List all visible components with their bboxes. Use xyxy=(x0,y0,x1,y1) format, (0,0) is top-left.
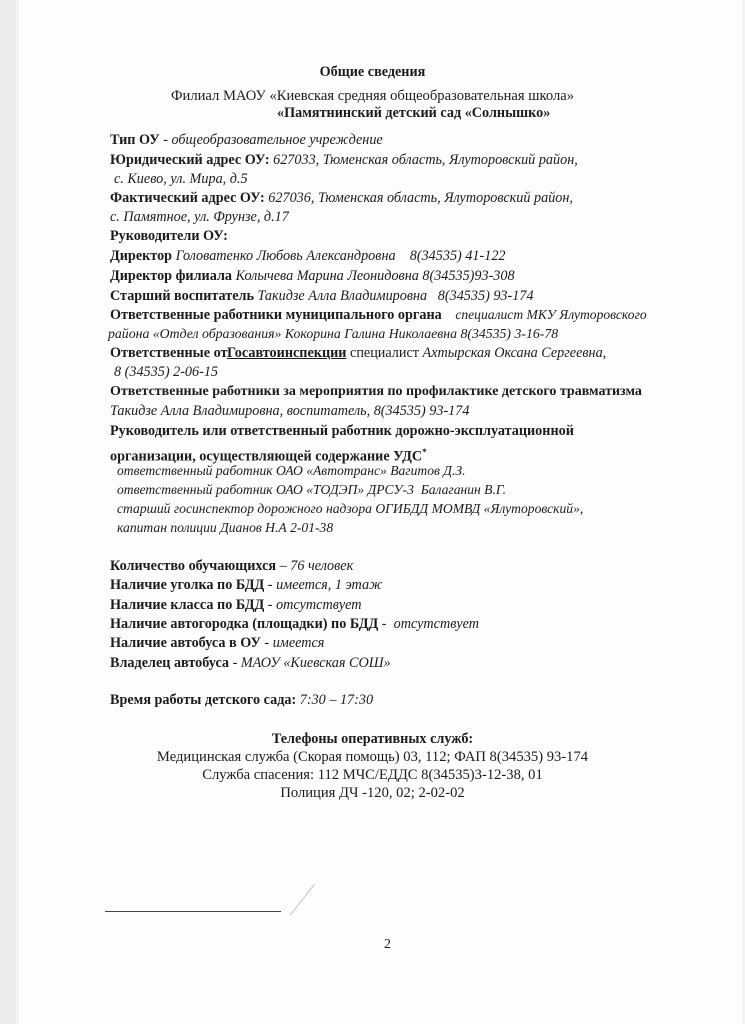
phones-line: Медицинская служба (Скорая помощь) 03, 112; ФАП 8(34535) 93-174 xyxy=(156,749,589,765)
fact-label: Наличие автогородка (площадки) по БДД xyxy=(110,616,379,632)
fact-row xyxy=(110,654,391,672)
senior-educator-value: Такидзе Алла Владимировна 8(34535) 93-174 xyxy=(253,288,534,304)
gai-plain: специалист xyxy=(346,345,423,361)
fact-sep: - xyxy=(264,597,277,613)
municipal-label: Ответственные работники муниципального органа xyxy=(110,307,442,323)
legal-address-row xyxy=(110,151,578,169)
phones-line: Служба спасения: 112 МЧС/ЕДДС 8(34535)3-12-38, 01 xyxy=(202,767,543,783)
gai-value-2: 8 (34535) 2-06-15 xyxy=(114,364,219,380)
pen-mark xyxy=(290,884,315,916)
fact-sep: - xyxy=(264,577,277,593)
hours-value: 7:30 – 17:30 xyxy=(296,692,374,708)
fact-label: Наличие автобуса в ОУ xyxy=(110,635,261,651)
fact-sep: – xyxy=(276,558,291,574)
fact-row xyxy=(110,576,382,594)
type-label: Тип ОУ xyxy=(110,132,160,148)
fact-value: имеется, 1 этаж xyxy=(276,577,383,593)
road-org-item: капитан полиции Дианов Н.А 2-01-38 xyxy=(117,520,334,535)
director-label: Директор xyxy=(110,248,173,264)
fact-value: 76 человек xyxy=(290,558,354,574)
gai-value-1: Ахтырская Оксана Сергеевна, xyxy=(422,345,607,361)
page-title: Общие сведения xyxy=(319,64,426,80)
actual-address-label: Фактический адрес ОУ: xyxy=(110,190,265,206)
phones-line: Полиция ДЧ -120, 02; 2-02-02 xyxy=(280,785,465,801)
road-org-label-1: Руководитель или ответственный работник дорожно-эксплуатационной xyxy=(110,423,574,439)
fact-row xyxy=(110,596,362,614)
actual-address-row xyxy=(110,189,573,207)
footnote-mark: * xyxy=(422,447,427,457)
director-row xyxy=(110,247,506,265)
subtitle-kindergarten: «Памятнинский детский сад «Солнышко» xyxy=(277,105,551,121)
fact-sep: - xyxy=(378,616,394,632)
fact-value: имеется xyxy=(272,635,325,651)
municipal-row xyxy=(110,306,647,324)
fact-row xyxy=(110,615,479,633)
fact-value: отсутствует xyxy=(393,616,480,632)
fact-label: Владелец автобуса xyxy=(110,655,230,671)
gai-label-1: Ответственные от xyxy=(110,345,228,361)
gai-row xyxy=(110,344,606,362)
road-org-item: ответственный работник ОАО «Автотранс» Вагитов Д.З. xyxy=(117,463,466,478)
legal-address-label: Юридический адрес ОУ: xyxy=(110,152,270,168)
type-sep: - xyxy=(159,132,172,148)
municipal-value-2: района «Отдел образования» Кокорина Галина Николаевна 8(34535) 3-16-78 xyxy=(108,326,559,341)
fact-value: МАОУ «Киевская СОШ» xyxy=(240,655,391,671)
page-number: 2 xyxy=(384,937,391,952)
phones-heading: Телефоны оперативных служб: xyxy=(271,731,474,747)
branch-director-value: Колычева Марина Леонидовна 8(34535)93-308 xyxy=(232,268,515,284)
fact-label: Наличие класса по БДД xyxy=(110,597,265,613)
fact-row xyxy=(110,557,353,575)
road-org-item: старший госинспектор дорожного надзора ОГИБДД МОМВД «Ялуторовский», xyxy=(117,501,584,516)
branch-director-row xyxy=(110,267,515,285)
fact-sep: - xyxy=(260,635,273,651)
gai-label-2: Госавтоинспекции xyxy=(227,345,347,361)
branch-director-label: Директор филиала xyxy=(110,268,233,284)
senior-educator-label: Старший воспитатель xyxy=(110,288,254,304)
fact-row xyxy=(110,634,324,652)
legal-address-value: 627033, Тюменская область, Ялуторовский район, xyxy=(269,152,578,168)
subtitle-branch: Филиал МАОУ «Киевская средняя общеобразовательная школа» xyxy=(170,88,575,104)
fact-label: Количество обучающихся xyxy=(110,558,277,574)
hours-label: Время работы детского сада: xyxy=(110,692,297,708)
injury-prevention-label: Ответственные работники за мероприятия по профилактике детского травматизма xyxy=(110,384,642,399)
legal-address-value-2: с. Киево, ул. Мира, д.5 xyxy=(114,171,248,187)
type-row xyxy=(110,131,383,149)
senior-educator-row xyxy=(110,287,534,305)
type-value: общеобразовательное учреждение xyxy=(171,132,383,148)
municipal-value-1: специалист МКУ Ялуторовского xyxy=(441,307,647,322)
footnote-separator xyxy=(105,911,281,912)
fact-label: Наличие уголка по БДД xyxy=(110,577,265,593)
fact-sep: - xyxy=(229,655,241,671)
director-value: Головатенко Любовь Александровна 8(34535) 41-122 xyxy=(172,248,506,264)
leaders-heading: Руководители ОУ: xyxy=(110,228,228,244)
road-org-item: ответственный работник ОАО «ТОДЭП» ДРСУ-3 Балаганин В.Г. xyxy=(117,482,506,497)
road-org-label-2: организации, осуществляющей содержание УДС xyxy=(110,448,423,465)
actual-address-value-2: с. Памятное, ул. Фрунзе, д.17 xyxy=(110,209,289,225)
fact-value: отсутствует xyxy=(276,597,362,613)
hours-row xyxy=(110,691,373,709)
injury-prevention-value: Такидзе Алла Владимировна, воспитатель, 8(34535) 93-174 xyxy=(110,403,470,419)
actual-address-value: 627036, Тюменская область, Ялуторовский район, xyxy=(264,190,573,206)
